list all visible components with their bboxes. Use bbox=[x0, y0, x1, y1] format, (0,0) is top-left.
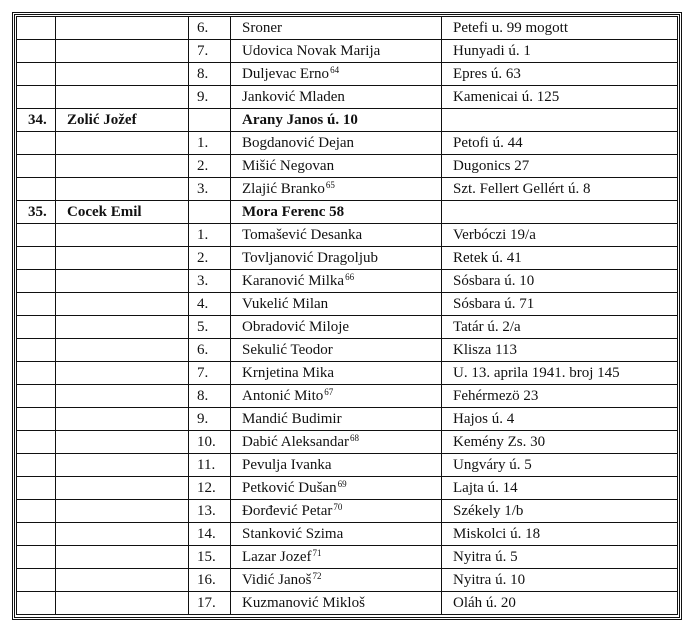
table-row bbox=[17, 569, 678, 592]
entry-address bbox=[442, 546, 678, 569]
entry-number-text: 1. bbox=[197, 135, 209, 151]
entry-address bbox=[442, 86, 678, 109]
empty-cell bbox=[17, 270, 56, 293]
entry-address-text: Sósbara ú. 71 bbox=[453, 296, 535, 312]
entry-name bbox=[231, 592, 442, 615]
entry-address-text: Dugonics 27 bbox=[453, 158, 530, 174]
entry-number-text: 6. bbox=[197, 20, 209, 36]
entry-number-text: 3. bbox=[197, 181, 209, 197]
empty-cell bbox=[17, 178, 56, 201]
empty-cell bbox=[56, 523, 189, 546]
table-frame bbox=[12, 12, 682, 620]
group-street bbox=[231, 109, 442, 132]
entry-address bbox=[442, 293, 678, 316]
entry-number bbox=[189, 362, 231, 385]
entry-address bbox=[442, 17, 678, 40]
empty-cell bbox=[56, 362, 189, 385]
empty-cell bbox=[189, 201, 231, 224]
empty-cell bbox=[56, 224, 189, 247]
empty-cell bbox=[56, 454, 189, 477]
entry-number bbox=[189, 431, 231, 454]
entry-number bbox=[189, 40, 231, 63]
empty-cell bbox=[56, 569, 189, 592]
table-row bbox=[17, 385, 678, 408]
entry-name-text: Sekulić Teodor bbox=[242, 342, 333, 358]
group-row bbox=[17, 201, 678, 224]
entry-number bbox=[189, 523, 231, 546]
entry-name bbox=[231, 247, 442, 270]
entry-name bbox=[231, 178, 442, 201]
empty-cell bbox=[17, 592, 56, 615]
empty-cell bbox=[17, 224, 56, 247]
empty-cell bbox=[56, 592, 189, 615]
group-number bbox=[17, 201, 56, 224]
entry-number bbox=[189, 178, 231, 201]
entry-name bbox=[231, 40, 442, 63]
entry-name bbox=[231, 316, 442, 339]
entry-address bbox=[442, 178, 678, 201]
entry-address bbox=[442, 155, 678, 178]
entry-number bbox=[189, 270, 231, 293]
entry-address bbox=[442, 316, 678, 339]
entry-number-text: 8. bbox=[197, 388, 209, 404]
entry-address-text: Verbóczi 19/a bbox=[453, 227, 536, 243]
table-body bbox=[17, 17, 678, 615]
entry-name-text: Janković Mladen bbox=[242, 89, 345, 105]
table-row bbox=[17, 247, 678, 270]
entry-name-text: Lazar Jozef bbox=[242, 549, 312, 565]
entry-address bbox=[442, 270, 678, 293]
entry-name-text: Mandić Budimir bbox=[242, 411, 342, 427]
entry-name bbox=[231, 431, 442, 454]
empty-cell bbox=[56, 431, 189, 454]
group-street-text: Mora Ferenc 58 bbox=[242, 204, 345, 220]
empty-cell bbox=[17, 86, 56, 109]
entry-number bbox=[189, 454, 231, 477]
empty-cell bbox=[17, 454, 56, 477]
entry-name-text: Tovljanović Dragoljub bbox=[242, 250, 379, 266]
empty-cell bbox=[17, 500, 56, 523]
entry-name bbox=[231, 546, 442, 569]
entry-address bbox=[442, 477, 678, 500]
entry-address bbox=[442, 592, 678, 615]
table-row bbox=[17, 178, 678, 201]
table-row bbox=[17, 40, 678, 63]
entry-name bbox=[231, 270, 442, 293]
table-row bbox=[17, 477, 678, 500]
entry-name-text: Sroner bbox=[242, 20, 282, 36]
entry-number bbox=[189, 155, 231, 178]
empty-cell bbox=[56, 63, 189, 86]
empty-cell bbox=[17, 569, 56, 592]
entry-name bbox=[231, 63, 442, 86]
entry-name bbox=[231, 362, 442, 385]
empty-cell bbox=[17, 17, 56, 40]
group-street bbox=[231, 201, 442, 224]
empty-cell bbox=[17, 339, 56, 362]
entry-address bbox=[442, 569, 678, 592]
entry-name-text: Duljevac Erno bbox=[242, 66, 330, 82]
empty-cell bbox=[189, 109, 231, 132]
entry-number bbox=[189, 224, 231, 247]
entry-number bbox=[189, 569, 231, 592]
entry-address bbox=[442, 431, 678, 454]
entry-address-text: U. 13. aprila 1941. broj 145 bbox=[453, 365, 620, 381]
entry-address-text: Tatár ú. 2/a bbox=[453, 319, 521, 335]
entry-address-text: Miskolci ú. 18 bbox=[453, 526, 541, 542]
entry-name bbox=[231, 500, 442, 523]
entry-number bbox=[189, 500, 231, 523]
footnote-marker: 71 bbox=[312, 548, 322, 558]
table-row bbox=[17, 224, 678, 247]
entry-number bbox=[189, 247, 231, 270]
footnote-marker: 72 bbox=[312, 571, 322, 581]
entry-name bbox=[231, 17, 442, 40]
entry-number-text: 3. bbox=[197, 273, 209, 289]
group-number-text: 35. bbox=[28, 204, 47, 220]
table-row bbox=[17, 592, 678, 615]
table-row bbox=[17, 523, 678, 546]
entry-name-text: Antonić Mito bbox=[242, 388, 324, 404]
entry-address bbox=[442, 500, 678, 523]
entry-number bbox=[189, 546, 231, 569]
entry-number-text: 7. bbox=[197, 365, 209, 381]
group-street-text: Arany Janos ú. 10 bbox=[242, 112, 358, 128]
entry-name-text: Krnjetina Mika bbox=[242, 365, 335, 381]
table-row bbox=[17, 86, 678, 109]
entry-address-text: Sósbara ú. 10 bbox=[453, 273, 535, 289]
entry-number bbox=[189, 132, 231, 155]
entry-number bbox=[189, 592, 231, 615]
entry-name bbox=[231, 477, 442, 500]
empty-cell bbox=[56, 86, 189, 109]
entry-number-text: 9. bbox=[197, 411, 209, 427]
empty-cell bbox=[17, 40, 56, 63]
entry-address bbox=[442, 339, 678, 362]
group-head-name-text: Cocek Emil bbox=[67, 204, 142, 220]
entry-name-text: Bogdanović Dejan bbox=[242, 135, 355, 151]
empty-cell bbox=[17, 362, 56, 385]
entry-name-text: Tomašević Desanka bbox=[242, 227, 363, 243]
entry-address bbox=[442, 63, 678, 86]
empty-cell bbox=[56, 500, 189, 523]
entry-address bbox=[442, 362, 678, 385]
entry-name bbox=[231, 293, 442, 316]
table-row bbox=[17, 132, 678, 155]
empty-cell bbox=[17, 477, 56, 500]
entry-address-text: Retek ú. 41 bbox=[453, 250, 522, 266]
entry-address bbox=[442, 385, 678, 408]
entry-name bbox=[231, 224, 442, 247]
entry-address bbox=[442, 408, 678, 431]
empty-cell bbox=[17, 247, 56, 270]
entry-number bbox=[189, 385, 231, 408]
empty-cell bbox=[17, 431, 56, 454]
table-row bbox=[17, 339, 678, 362]
empty-cell bbox=[56, 40, 189, 63]
entry-name bbox=[231, 155, 442, 178]
entry-address-text: Fehérmezö 23 bbox=[453, 388, 539, 404]
group-head-name bbox=[56, 201, 189, 224]
empty-cell bbox=[56, 270, 189, 293]
entry-address-text: Ungváry ú. 5 bbox=[453, 457, 532, 473]
entry-name-text: Udovica Novak Marija bbox=[242, 43, 381, 59]
entry-name-text: Petković Dušan bbox=[242, 480, 337, 496]
entry-name-text: Kuzmanović Mikloš bbox=[242, 595, 365, 611]
empty-cell bbox=[56, 155, 189, 178]
entry-name-text: Zlajić Branko bbox=[242, 181, 325, 197]
table-row bbox=[17, 546, 678, 569]
empty-cell bbox=[56, 132, 189, 155]
entry-name bbox=[231, 569, 442, 592]
entry-address-text: Székely 1/b bbox=[453, 503, 524, 519]
table-row bbox=[17, 454, 678, 477]
empty-cell bbox=[17, 523, 56, 546]
entry-address bbox=[442, 224, 678, 247]
entry-number bbox=[189, 63, 231, 86]
entry-number bbox=[189, 17, 231, 40]
entry-address-text: Petofi ú. 44 bbox=[453, 135, 523, 151]
entry-number bbox=[189, 293, 231, 316]
table-row bbox=[17, 500, 678, 523]
entry-address-text: Kemény Zs. 30 bbox=[453, 434, 546, 450]
entry-number-text: 12. bbox=[197, 480, 216, 496]
entry-number-text: 1. bbox=[197, 227, 209, 243]
table-row bbox=[17, 270, 678, 293]
entry-name-text: Pevulja Ivanka bbox=[242, 457, 332, 473]
entry-name-text: Dabić Aleksandar bbox=[242, 434, 350, 450]
entry-number bbox=[189, 477, 231, 500]
empty-cell bbox=[56, 293, 189, 316]
residents-table bbox=[16, 16, 678, 615]
empty-cell bbox=[56, 408, 189, 431]
table-row bbox=[17, 316, 678, 339]
entry-name-text: Obradović Miloje bbox=[242, 319, 350, 335]
entry-name bbox=[231, 385, 442, 408]
entry-number-text: 5. bbox=[197, 319, 209, 335]
entry-number-text: 6. bbox=[197, 342, 209, 358]
entry-name bbox=[231, 86, 442, 109]
empty-cell bbox=[56, 247, 189, 270]
entry-address-text: Lajta ú. 14 bbox=[453, 480, 518, 496]
entry-number bbox=[189, 86, 231, 109]
footnote-marker: 65 bbox=[325, 180, 335, 190]
empty-cell bbox=[442, 201, 678, 224]
entry-number-text: 2. bbox=[197, 250, 209, 266]
empty-cell bbox=[56, 17, 189, 40]
empty-cell bbox=[17, 385, 56, 408]
footnote-marker: 69 bbox=[337, 479, 347, 489]
empty-cell bbox=[442, 109, 678, 132]
entry-address bbox=[442, 523, 678, 546]
entry-name-text: Vukelić Milan bbox=[242, 296, 329, 312]
footnote-marker: 66 bbox=[345, 272, 355, 282]
empty-cell bbox=[17, 63, 56, 86]
group-row bbox=[17, 109, 678, 132]
entry-name-text: Mišić Negovan bbox=[242, 158, 335, 174]
entry-address-text: Szt. Fellert Gellért ú. 8 bbox=[453, 181, 591, 197]
entry-name bbox=[231, 523, 442, 546]
empty-cell bbox=[17, 132, 56, 155]
entry-number-text: 9. bbox=[197, 89, 209, 105]
group-number bbox=[17, 109, 56, 132]
entry-number-text: 17. bbox=[197, 595, 216, 611]
empty-cell bbox=[17, 293, 56, 316]
entry-name bbox=[231, 339, 442, 362]
entry-address-text: Nyitra ú. 5 bbox=[453, 549, 518, 565]
entry-address-text: Hajos ú. 4 bbox=[453, 411, 515, 427]
entry-name-text: Karanović Milka bbox=[242, 273, 345, 289]
entry-number bbox=[189, 408, 231, 431]
empty-cell bbox=[56, 546, 189, 569]
entry-number-text: 2. bbox=[197, 158, 209, 174]
group-number-text: 34. bbox=[28, 112, 47, 128]
empty-cell bbox=[17, 408, 56, 431]
entry-number bbox=[189, 339, 231, 362]
entry-address-text: Kamenicai ú. 125 bbox=[453, 89, 560, 105]
entry-number-text: 16. bbox=[197, 572, 216, 588]
entry-name-text: Vidić Janoš bbox=[242, 572, 312, 588]
entry-address bbox=[442, 40, 678, 63]
entry-name bbox=[231, 454, 442, 477]
empty-cell bbox=[56, 316, 189, 339]
table-row bbox=[17, 293, 678, 316]
entry-name bbox=[231, 132, 442, 155]
entry-number bbox=[189, 316, 231, 339]
entry-number-text: 15. bbox=[197, 549, 216, 565]
entry-number-text: 10. bbox=[197, 434, 216, 450]
entry-address-text: Epres ú. 63 bbox=[453, 66, 521, 82]
entry-name-text: Đorđević Petar bbox=[242, 503, 333, 519]
empty-cell bbox=[56, 477, 189, 500]
group-head-name-text: Zolić Jožef bbox=[67, 112, 137, 128]
entry-number-text: 13. bbox=[197, 503, 216, 519]
entry-number-text: 11. bbox=[197, 457, 216, 473]
empty-cell bbox=[56, 385, 189, 408]
entry-address-text: Oláh ú. 20 bbox=[453, 595, 516, 611]
empty-cell bbox=[17, 546, 56, 569]
entry-name bbox=[231, 408, 442, 431]
entry-number-text: 7. bbox=[197, 43, 209, 59]
table-row bbox=[17, 155, 678, 178]
empty-cell bbox=[56, 178, 189, 201]
empty-cell bbox=[17, 316, 56, 339]
entry-number-text: 4. bbox=[197, 296, 209, 312]
table-row bbox=[17, 362, 678, 385]
entry-number-text: 8. bbox=[197, 66, 209, 82]
entry-address bbox=[442, 454, 678, 477]
table-row bbox=[17, 63, 678, 86]
table-row bbox=[17, 408, 678, 431]
group-head-name bbox=[56, 109, 189, 132]
entry-address-text: Klisza 113 bbox=[453, 342, 518, 358]
entry-address bbox=[442, 132, 678, 155]
entry-address-text: Nyitra ú. 10 bbox=[453, 572, 526, 588]
entry-number-text: 14. bbox=[197, 526, 216, 542]
entry-address-text: Petefi u. 99 mogott bbox=[453, 20, 568, 36]
entry-name-text: Stanković Szima bbox=[242, 526, 344, 542]
entry-address bbox=[442, 247, 678, 270]
footnote-marker: 68 bbox=[350, 433, 360, 443]
table-row bbox=[17, 431, 678, 454]
entry-address-text: Hunyadi ú. 1 bbox=[453, 43, 531, 59]
empty-cell bbox=[56, 339, 189, 362]
table-row bbox=[17, 17, 678, 40]
footnote-marker: 67 bbox=[324, 387, 334, 397]
footnote-marker: 64 bbox=[330, 65, 340, 75]
empty-cell bbox=[17, 155, 56, 178]
footnote-marker: 70 bbox=[333, 502, 343, 512]
